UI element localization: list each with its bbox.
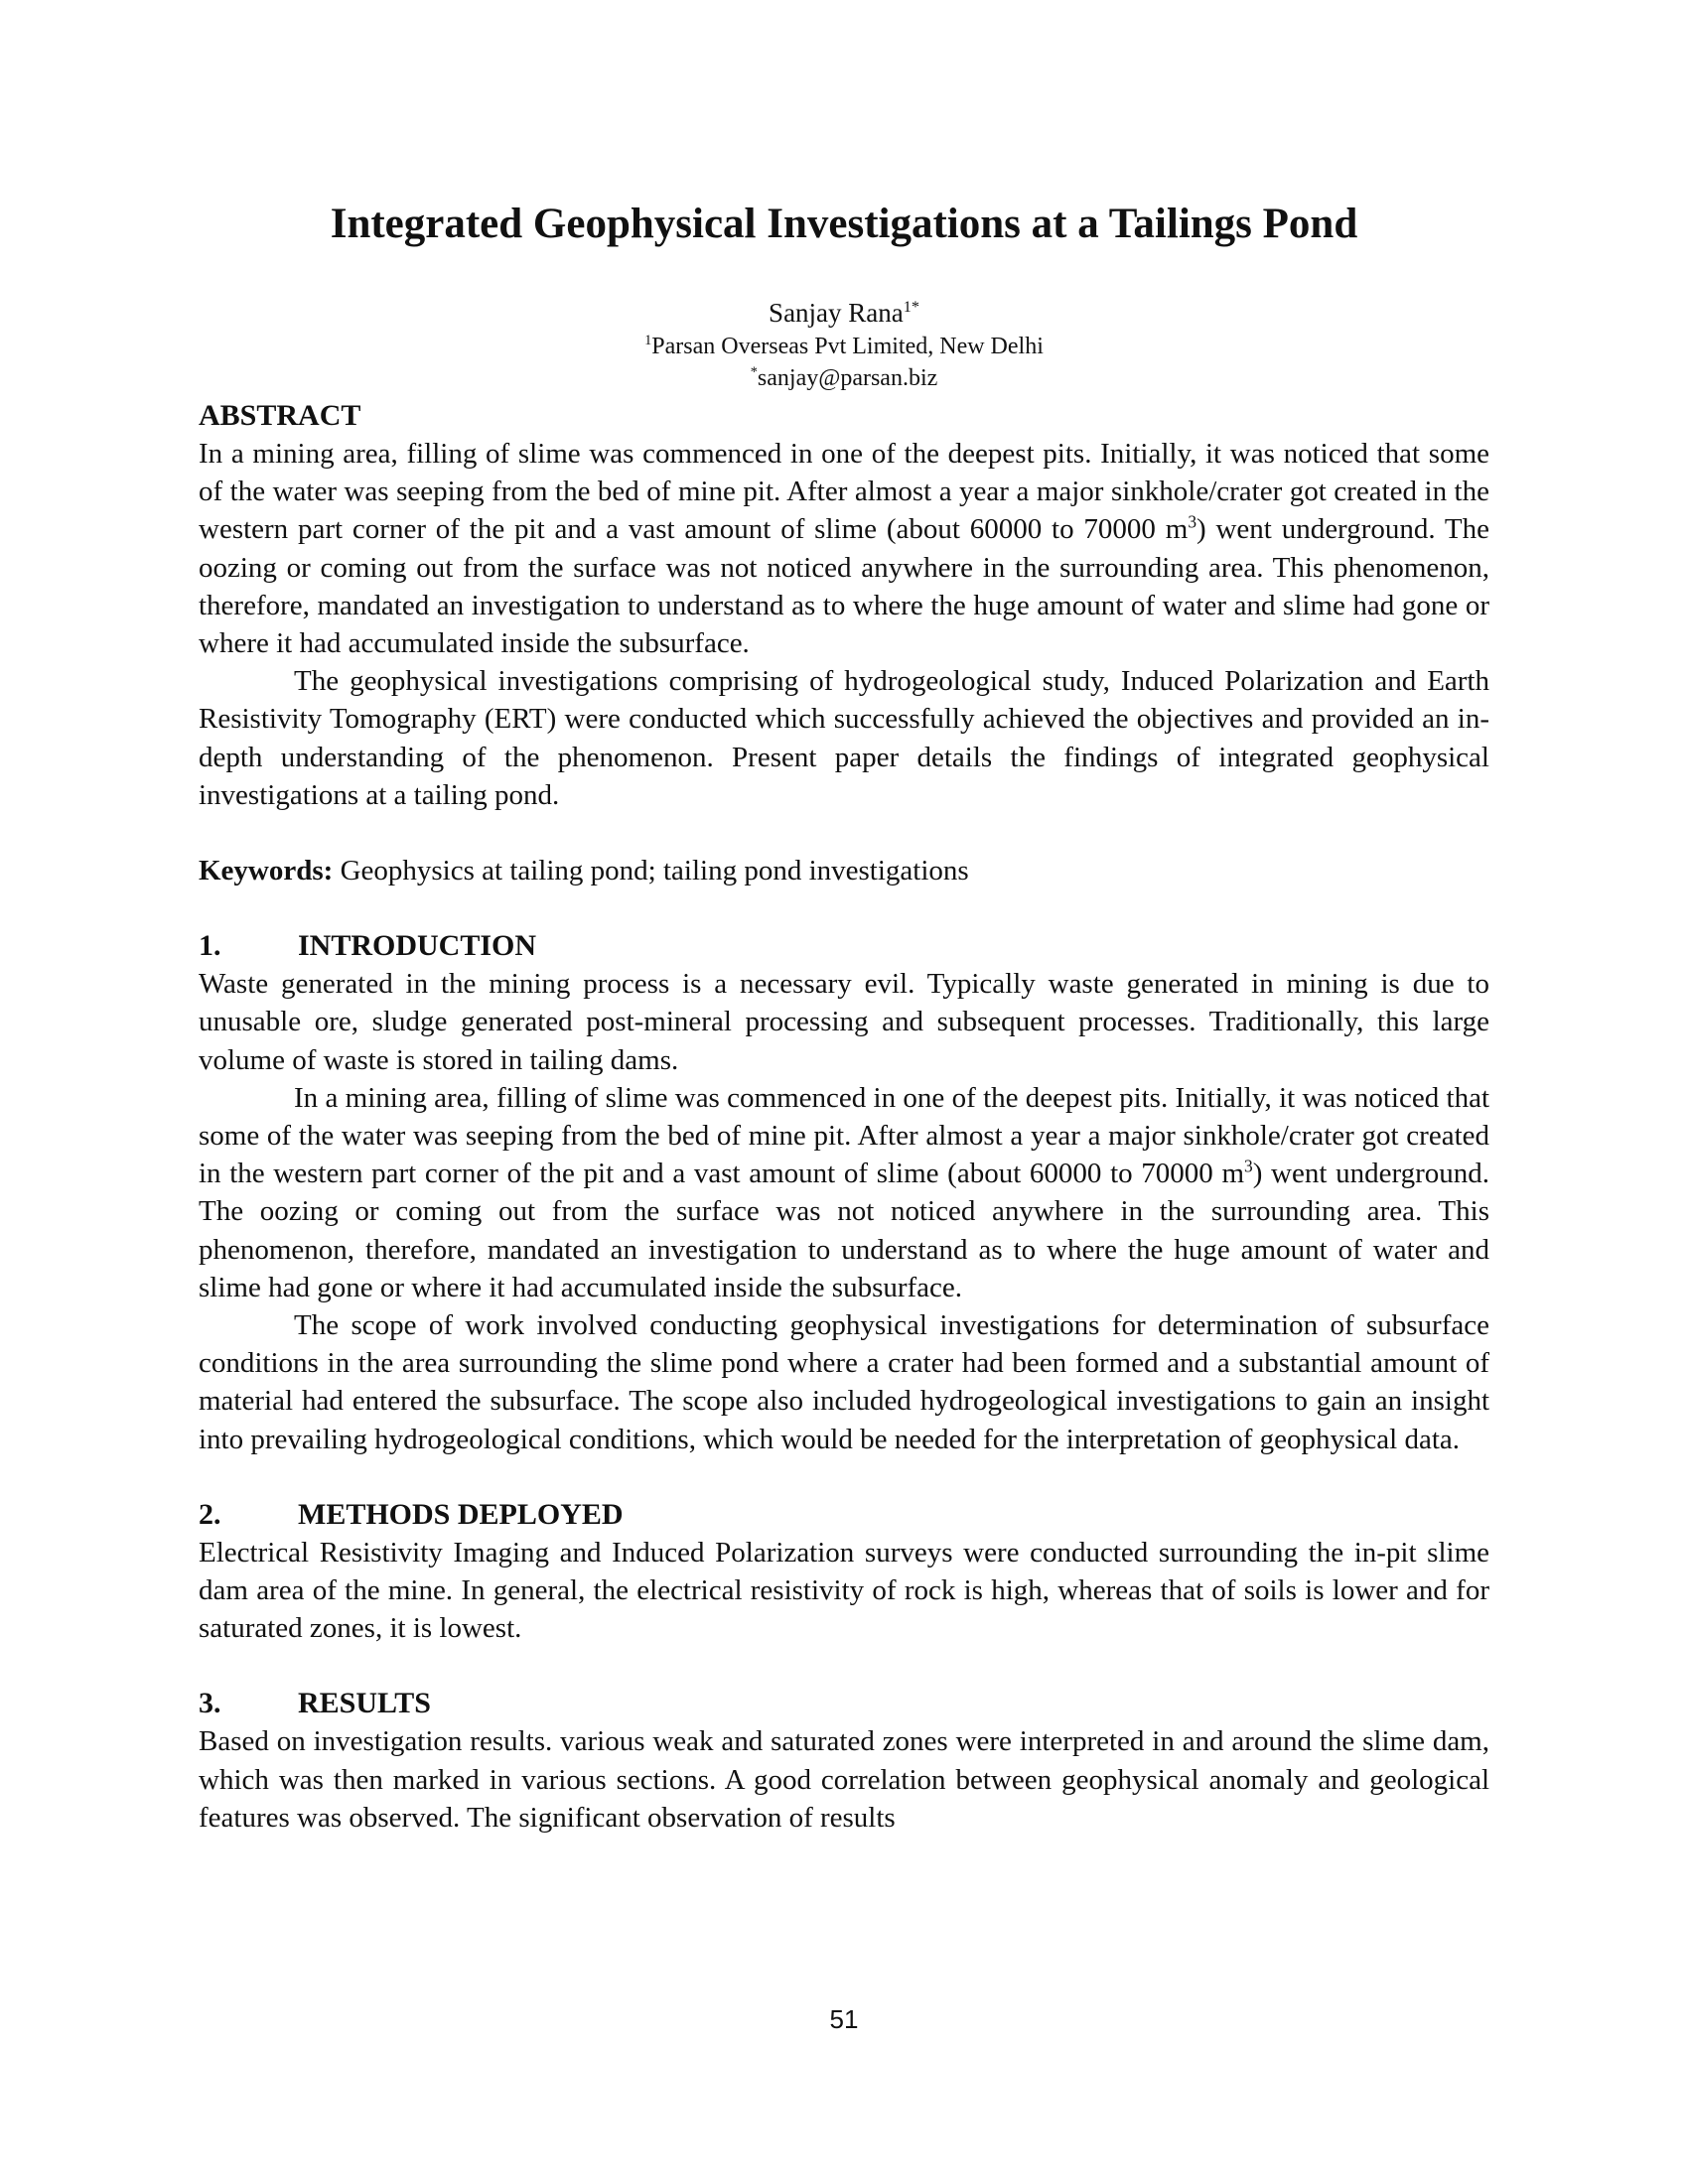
author-name: Sanjay Rana xyxy=(769,298,904,328)
paper-title: Integrated Geophysical Investigations at a Tailings Pond xyxy=(330,201,1358,247)
abstract-p1-text-a: In a mining area, filling of slime was commenced in one of the deepest pits. Initially, it was noticed that some of the water was seeping from the bed of mine pit. After almost a year a major sinkhole/crater got created in the western part corner of the pit and a vast amount of slime (about 60000 to 70000 m xyxy=(199,438,1489,546)
intro-p2-text-a: In a mining area, filling of slime was commenced in one of the deepest pits. Initially, it was noticed that some of the water was seeping from the bed of mine pit. After almost a year a major sinkhole/crater got created in the western part corner of the pit and a vast amount of slime (about 60000 to 70000 m xyxy=(199,1081,1489,1190)
intro-p2-superscript: 3 xyxy=(1244,1156,1253,1176)
page-number: 51 xyxy=(829,2004,859,2034)
paper-body xyxy=(199,397,1489,1837)
author-email-line xyxy=(298,362,1390,394)
methods-paragraph-1: Electrical Resistivity Imaging and Induced Polarization surveys were conducted surrounding the in-pit slime dam area of the mine. In general, the electrical resistivity of rock is high, whereas that of soils is lower and for saturated zones, it is lowest. xyxy=(199,1536,1489,1645)
abstract-paragraph-2: The geophysical investigations comprising of hydrogeological study, Induced Polarization and Earth Resistivity Tomography (ERT) were conducted which successfully achieved the objectives and provided an in-depth understanding of the phenomenon. Present paper details the findings of integrated geophysical investigations at a tailing pond. xyxy=(199,665,1489,811)
intro-paragraph-1: Waste generated in the mining process is a necessary evil. Typically waste generated in mining is due to unusable ore, sludge generated post-mineral processing and subsequent processes. Traditionally, this large volume of waste is stored in tailing dams. xyxy=(199,968,1489,1076)
author-email: sanjay@parsan.biz xyxy=(757,365,938,391)
author-block xyxy=(298,295,1390,394)
keywords-label: Keywords: xyxy=(199,855,334,887)
intro-p2-text-b: ) went underground. The oozing or coming out from the surface was not noticed anywhere in the surrounding area. This phenomenon, therefore, mandated an investigation to understand as to where the huge amount of water and slime had gone or where it had accumulated inside the subsurface. xyxy=(199,1158,1489,1303)
section-methods-heading xyxy=(199,1496,1489,1534)
section-number: 3. xyxy=(199,1687,221,1720)
abstract-paragraph-1 xyxy=(199,435,1489,662)
section-introduction-heading xyxy=(199,927,1489,965)
section-number: 1. xyxy=(199,929,221,963)
author-name-superscript: 1* xyxy=(903,298,919,316)
author-name-line xyxy=(298,295,1390,331)
spacer xyxy=(199,1458,1489,1496)
intro-paragraph-2 xyxy=(199,1079,1489,1306)
section-title-text: METHODS DEPLOYED xyxy=(298,1497,624,1531)
abstract-p1-superscript: 3 xyxy=(1188,511,1197,532)
intro-paragraph-3: The scope of work involved conducting geophysical investigations for determination of subsurface conditions in the area surrounding the slime pond where a crater had been formed and a substantial amount of material had entered the subsurface. The scope also included hydrogeological investigations to gain an insight into prevailing hydrogeological conditions, which would be needed for the interpretation of geophysical data. xyxy=(199,1309,1489,1455)
section-title-text: INTRODUCTION xyxy=(298,929,537,963)
section-title-text: RESULTS xyxy=(298,1687,431,1720)
author-affiliation-line xyxy=(298,331,1390,362)
abstract-p1-text-b: ) went underground. The oozing or coming out from the surface was not noticed anywhere in the surrounding area. This phenomenon, therefore, mandated an investigation to understand as to where the huge amount of water and slime had gone or where it had accumulated inside the subsurface. xyxy=(199,513,1489,660)
section-results-heading xyxy=(199,1685,1489,1722)
email-superscript: * xyxy=(750,364,758,380)
keywords-text: Geophysics at tailing pond; tailing pond investigations xyxy=(333,855,969,887)
author-affiliation: Parsan Overseas Pvt Limited, New Delhi xyxy=(651,334,1044,359)
spacer xyxy=(199,1647,1489,1685)
keywords-line xyxy=(199,852,1489,889)
affiliation-superscript: 1 xyxy=(644,333,652,348)
results-paragraph-1: Based on investigation results. various weak and saturated zones were interpreted in and around the slime dam, which was then marked in various sections. A good correlation between geophysical anomaly and geological features was observed. The significant observation of results xyxy=(199,1725,1489,1834)
abstract-heading: ABSTRACT xyxy=(199,399,361,432)
section-number: 2. xyxy=(199,1497,221,1531)
spacer xyxy=(199,889,1489,927)
spacer xyxy=(199,814,1489,852)
